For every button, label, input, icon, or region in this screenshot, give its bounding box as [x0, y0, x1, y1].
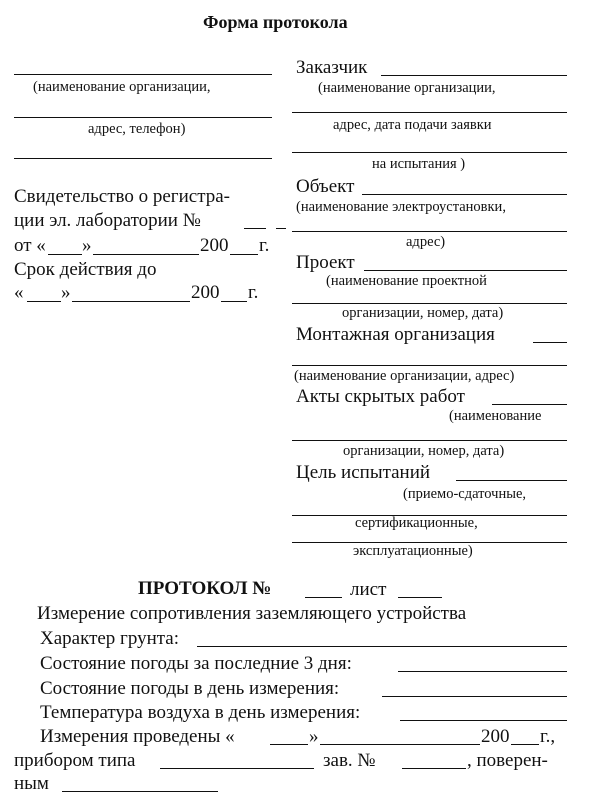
hidden-works-label: Акты скрытых работ	[296, 386, 465, 407]
temperature-field[interactable]	[400, 720, 567, 721]
validity-year-field[interactable]	[221, 301, 247, 302]
weather-day-label: Состояние погоды в день измерения:	[40, 678, 340, 699]
project-field-2[interactable]	[292, 303, 567, 304]
device-serial-field[interactable]	[402, 768, 466, 769]
cert-year-prefix: 200	[200, 235, 229, 256]
registration-cert-line2: ции эл. лаборатории №	[14, 210, 201, 231]
project-caption-2: организации, номер, дата)	[342, 305, 504, 321]
installation-org-field[interactable]	[533, 342, 567, 343]
test-purpose-caption-3: эксплуатационные)	[353, 543, 473, 559]
installation-org-field-2[interactable]	[292, 365, 567, 366]
soil-label: Характер грунта:	[40, 628, 180, 649]
measured-year-prefix: 200	[481, 726, 510, 747]
customer-field[interactable]	[381, 75, 567, 76]
protocol-subject: Измерение сопротивления заземляющего устройства	[37, 603, 467, 624]
device-verified-label-2: ным	[14, 773, 49, 794]
customer-field-3[interactable]	[292, 152, 567, 153]
installation-org-caption: (наименование организации, адрес)	[294, 368, 515, 384]
protocol-sheet-label: лист	[350, 579, 387, 600]
device-verified-field[interactable]	[62, 791, 218, 792]
org-name-line[interactable]	[14, 74, 272, 75]
hidden-works-field[interactable]	[492, 404, 567, 405]
org-phone-line[interactable]	[14, 158, 272, 159]
test-purpose-caption-1: (приемо-сдаточные,	[403, 486, 527, 502]
device-type-label: прибором типа	[14, 750, 136, 771]
device-verified-label: , поверен-	[467, 750, 548, 771]
measured-date-close: »	[309, 726, 319, 747]
measured-date-open: Измерения проведены «	[40, 726, 235, 747]
cert-year-field[interactable]	[230, 254, 258, 255]
protocol-sheet-field[interactable]	[398, 597, 442, 598]
validity-month-field[interactable]	[72, 301, 190, 302]
object-caption-2: адрес)	[406, 234, 446, 250]
object-label: Объект	[296, 176, 355, 197]
customer-caption-3: на испытания )	[372, 156, 466, 172]
weather-3days-field[interactable]	[398, 671, 567, 672]
project-label: Проект	[296, 252, 355, 273]
measured-day-field[interactable]	[270, 744, 308, 745]
validity-year-suffix: г.	[248, 282, 259, 303]
lab-number-field[interactable]	[244, 228, 266, 229]
soil-field[interactable]	[197, 646, 567, 647]
test-purpose-label: Цель испытаний	[296, 462, 431, 483]
temperature-label: Температура воздуха в день измерения:	[40, 702, 361, 723]
weather-3days-label: Состояние погоды за последние 3 дня:	[40, 653, 352, 674]
cert-year-suffix: г.	[259, 235, 270, 256]
hidden-works-field-2[interactable]	[292, 440, 567, 441]
customer-label: Заказчик	[296, 57, 368, 78]
device-type-field[interactable]	[160, 768, 314, 769]
org-address-caption: адрес, телефон)	[88, 121, 186, 137]
protocol-heading: ПРОТОКОЛ №	[138, 578, 272, 599]
validity-open: «	[14, 282, 24, 303]
hidden-works-caption-2: организации, номер, дата)	[343, 443, 505, 459]
measured-year-suffix: г.,	[540, 726, 556, 747]
measured-month-field[interactable]	[320, 744, 480, 745]
lab-number-field-ext[interactable]	[276, 228, 286, 229]
weather-day-field[interactable]	[382, 696, 567, 697]
customer-caption-2: адрес, дата подачи заявки	[333, 117, 492, 133]
hidden-works-caption-1: (наименование	[449, 408, 542, 424]
page-title: Форма протокола	[203, 12, 348, 32]
object-field-2[interactable]	[292, 231, 567, 232]
customer-caption-1: (наименование организации,	[318, 80, 496, 96]
test-purpose-field[interactable]	[456, 480, 567, 481]
validity-label: Срок действия до	[14, 259, 157, 280]
validity-day-field[interactable]	[27, 301, 61, 302]
test-purpose-caption-2: сертификационные,	[355, 515, 478, 531]
cert-date-open: от «	[14, 235, 46, 256]
protocol-number-field[interactable]	[305, 597, 342, 598]
validity-close: »	[61, 282, 71, 303]
object-field[interactable]	[362, 194, 567, 195]
customer-field-2[interactable]	[292, 112, 567, 113]
installation-org-label: Монтажная организация	[296, 324, 495, 345]
validity-year-prefix: 200	[191, 282, 220, 303]
cert-date-close: »	[82, 235, 92, 256]
project-field[interactable]	[364, 270, 567, 271]
cert-day-field[interactable]	[48, 254, 82, 255]
registration-cert-line1: Свидетельство о регистра-	[14, 186, 230, 207]
measured-year-field[interactable]	[511, 744, 539, 745]
device-serial-label: зав. №	[323, 750, 376, 771]
object-caption-1: (наименование электроустановки,	[296, 199, 506, 215]
cert-month-field[interactable]	[93, 254, 199, 255]
org-address-line[interactable]	[14, 117, 272, 118]
org-name-caption: (наименование организации,	[33, 79, 211, 95]
project-caption-1: (наименование проектной	[326, 273, 487, 289]
